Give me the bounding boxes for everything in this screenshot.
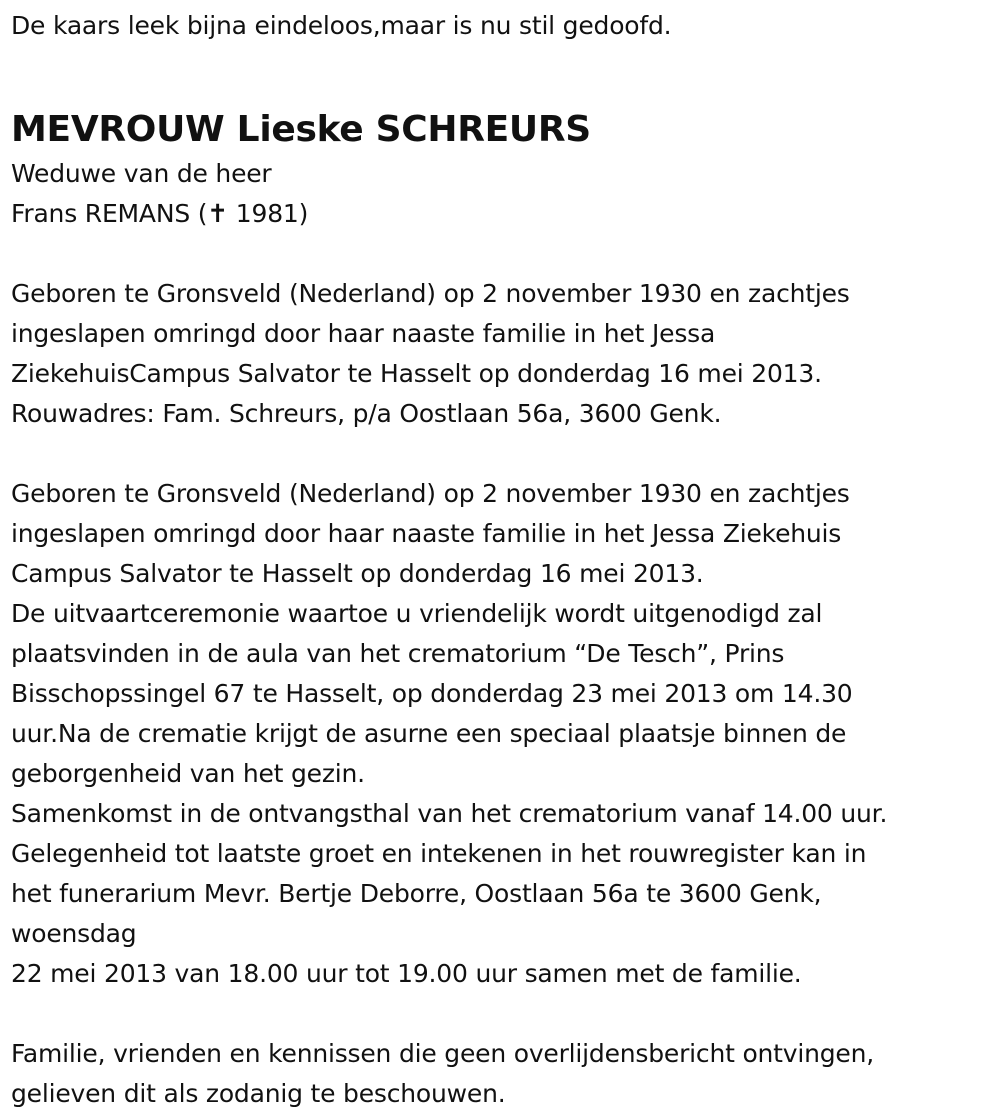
paragraph-line: uur.Na de crematie krijgt de asurne een speciaal plaatsje binnen de	[11, 719, 847, 748]
paragraph-line: plaatsvinden in de aula van het crematorium “De Tesch”, Prins	[11, 639, 785, 668]
subtitle-block	[11, 154, 996, 234]
paragraph-line: woensdag	[11, 919, 137, 948]
paragraph-line: Geboren te Gronsveld (Nederland) op 2 november 1930 en zachtjes	[11, 279, 850, 308]
paragraph-closing	[11, 1034, 996, 1114]
intro-verse: De kaars leek bijna eindeloos,maar is nu stil gedoofd.	[11, 11, 672, 40]
husband-name-line: Frans REMANS (✝ 1981)	[11, 199, 309, 228]
paragraph-line: Campus Salvator te Hasselt op donderdag 16 mei 2013.	[11, 559, 704, 588]
paragraph-line: De uitvaartceremonie waartoe u vriendelijk wordt uitgenodigd zal	[11, 599, 823, 628]
paragraph-line: Geboren te Gronsveld (Nederland) op 2 november 1930 en zachtjes	[11, 479, 850, 508]
paragraph-ceremony	[11, 474, 996, 994]
paragraph-line: 22 mei 2013 van 18.00 uur tot 19.00 uur samen met de familie.	[11, 959, 802, 988]
mourning-address-line: Rouwadres: Fam. Schreurs, p/a Oostlaan 56a, 3600 Genk.	[11, 399, 722, 428]
paragraph-line: Samenkomst in de ontvangsthal van het crematorium vanaf 14.00 uur.	[11, 799, 888, 828]
spacer	[11, 994, 996, 1034]
paragraph-line: ZiekehuisCampus Salvator te Hasselt op donderdag 16 mei 2013.	[11, 359, 822, 388]
spacer	[11, 434, 996, 474]
paragraph-line: gelieven dit als zodanig te beschouwen.	[11, 1079, 506, 1108]
paragraph-line: Familie, vrienden en kennissen die geen overlijdensbericht ontvingen,	[11, 1039, 875, 1068]
obituary-document	[11, 6, 996, 1114]
paragraph-line: geborgenheid van het gezin.	[11, 759, 365, 788]
deceased-name: MEVROUW Lieske SCHREURS	[11, 109, 591, 150]
paragraph-birth-death	[11, 274, 996, 434]
paragraph-line: het funerarium Mevr. Bertje Deborre, Oostlaan 56a te 3600 Genk,	[11, 879, 822, 908]
spacer	[11, 234, 996, 274]
paragraph-line: Gelegenheid tot laatste groet en intekenen in het rouwregister kan in	[11, 839, 867, 868]
paragraph-line: ingeslapen omringd door haar naaste familie in het Jessa Ziekehuis	[11, 519, 842, 548]
paragraph-line: ingeslapen omringd door haar naaste familie in het Jessa	[11, 319, 716, 348]
widow-of-line: Weduwe van de heer	[11, 159, 272, 188]
paragraph-line: Bisschopssingel 67 te Hasselt, op donderdag 23 mei 2013 om 14.30	[11, 679, 853, 708]
